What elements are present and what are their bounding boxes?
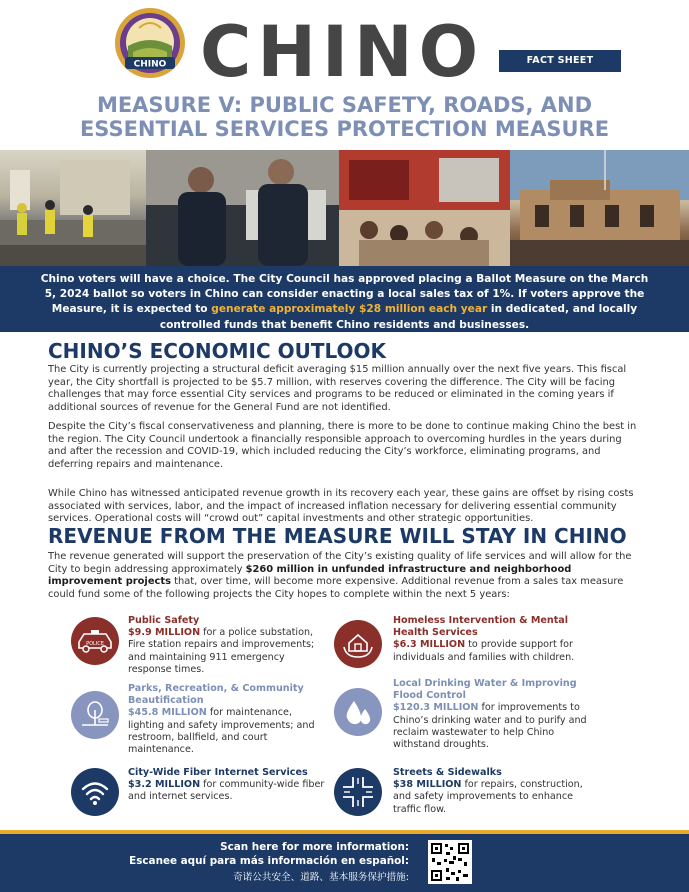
photo-road-crew <box>0 150 146 266</box>
project-homeless-intervention <box>393 615 593 664</box>
home-hands-icon <box>334 620 382 668</box>
logo-text: CHINO <box>133 59 167 70</box>
project-amount: $120.3 MILLION <box>393 702 479 714</box>
intro-text-start: Chino voters will have a choice. The City Council has approved placing a Ballot Measure on the March 5, 2024 ballot so voters in Chino can consider enacting a local sales tax of 1%. If voters approve the Measure, it is expected to <box>40 273 649 316</box>
intro-text-end: in dedicated, and locally controlled funds that benefit Chino residents and businesses. <box>159 303 638 331</box>
photo-police-officers <box>146 150 339 266</box>
project-desc: for repairs, construction, and safety improvements to enhance traffic flow. <box>393 779 583 815</box>
project-drinking-water <box>393 678 593 751</box>
revenue-heading: REVENUE FROM THE MEASURE WILL STAY IN CHINO <box>48 524 627 548</box>
intro-highlight: generate approximately $28 million each year <box>211 303 488 316</box>
project-title: Public Safety <box>128 615 200 626</box>
project-amount: $9.9 MILLION <box>128 627 201 639</box>
project-streets-sidewalks <box>393 767 593 816</box>
footer-line-english: Scan here for more information: <box>220 841 409 853</box>
project-amount: $6.3 MILLION <box>393 639 466 651</box>
page-title <box>20 93 669 141</box>
economic-paragraph-3: While Chino has witnessed anticipated revenue growth in its recovery each year, these gains are offset by rising costs associated with services, labor, and the impact of increased inflation necessary for delivering essential community services. Operational costs will “crowd out” capital investments and other strategic opportunities. <box>48 488 634 525</box>
brand-wordmark: CHINO <box>200 11 485 93</box>
footer-line-chinese: 奇诺公共安全、道路、基本服务保护措施: <box>233 872 409 883</box>
revenue-text-bold: $260 million in unfunded infrastructure and neighborhood improvement projects <box>48 563 572 588</box>
photo-civic-building <box>510 150 689 266</box>
intro-text <box>40 272 649 333</box>
qr-code[interactable] <box>428 840 472 884</box>
title-line-1: MEASURE V: PUBLIC SAFETY, ROADS, AND <box>96 93 593 117</box>
revenue-paragraph <box>48 551 641 601</box>
project-desc: for a police substation, Fire station repairs and improvements; and maintaining 911 emergency response times. <box>128 627 315 675</box>
revenue-text-start: The revenue generated will support the preservation of the City’s existing quality of life services and will allow for the City to begin addressing approximately <box>48 551 632 575</box>
footer-line-spanish: Escanee aquí para más información en español: <box>129 855 409 867</box>
economic-paragraph-1: The City is currently projecting a structural deficit averaging $15 million annually over the next five years. This fiscal year, the City shortfall is projected to be $5.7 million, with reserves covering the difference. The City will be facing challenges that may force essential City services and programs to be reduced or eliminated in the coming years if additional sources of revenue for the General Fund are not identified. <box>48 364 627 413</box>
tree-bench-icon <box>71 691 119 739</box>
title-line-2: ESSENTIAL SERVICES PROTECTION MEASURE <box>79 117 610 141</box>
project-title: City-Wide Fiber Internet Services <box>128 767 308 778</box>
project-title: Local Drinking Water & Improving Flood Control <box>393 678 577 702</box>
project-amount: $38 MILLION <box>393 779 462 791</box>
police-label: POLICE <box>86 641 104 647</box>
police-car-icon <box>71 617 119 665</box>
intersection-icon <box>334 768 382 816</box>
water-drops-icon <box>334 688 382 736</box>
economic-outlook-heading: CHINO’S ECONOMIC OUTLOOK <box>48 339 387 363</box>
project-desc: to provide support for individuals and families with children. <box>393 639 575 663</box>
project-amount: $3.2 MILLION <box>128 779 201 791</box>
city-seal-logo <box>113 6 187 80</box>
fact-sheet-badge: FACT SHEET <box>499 50 621 72</box>
project-title: Parks, Recreation, & Community Beautification <box>128 683 304 707</box>
wifi-icon <box>71 768 119 816</box>
project-desc: for community-wide fiber and internet services. <box>128 779 325 803</box>
revenue-text-end: that, over time, will become more expensive. Additional revenue from a sales tax measure could fund some of the following projects the City hopes to complete within the next 5 years: <box>48 576 624 600</box>
project-title: Streets & Sidewalks <box>393 767 502 778</box>
project-title: Homeless Intervention & Mental Health Services <box>393 615 569 639</box>
photo-fire-station-kids <box>339 150 510 266</box>
project-public-safety <box>128 615 328 676</box>
project-parks <box>128 683 324 756</box>
project-fiber-internet <box>128 767 328 804</box>
economic-paragraph-2: Despite the City’s fiscal conservativeness and planning, there is more to be done to continue making Chino the best in the region. The City Council undertook a financially responsible approach to overcoming hurdles in the years during and after the recession and COVID-19, which included reducing the City’s workforce, eliminating programs, and deferring repairs and maintenance. <box>48 421 637 470</box>
project-desc: for improvements to Chino’s drinking water and to purify and reclaim wastewater to help Chino withstand droughts. <box>393 702 587 751</box>
project-desc: for maintenance, lighting and safety improvements; and restroom, ballfield, and court maintenance. <box>128 707 315 756</box>
project-amount: $45.8 MILLION <box>128 707 207 719</box>
